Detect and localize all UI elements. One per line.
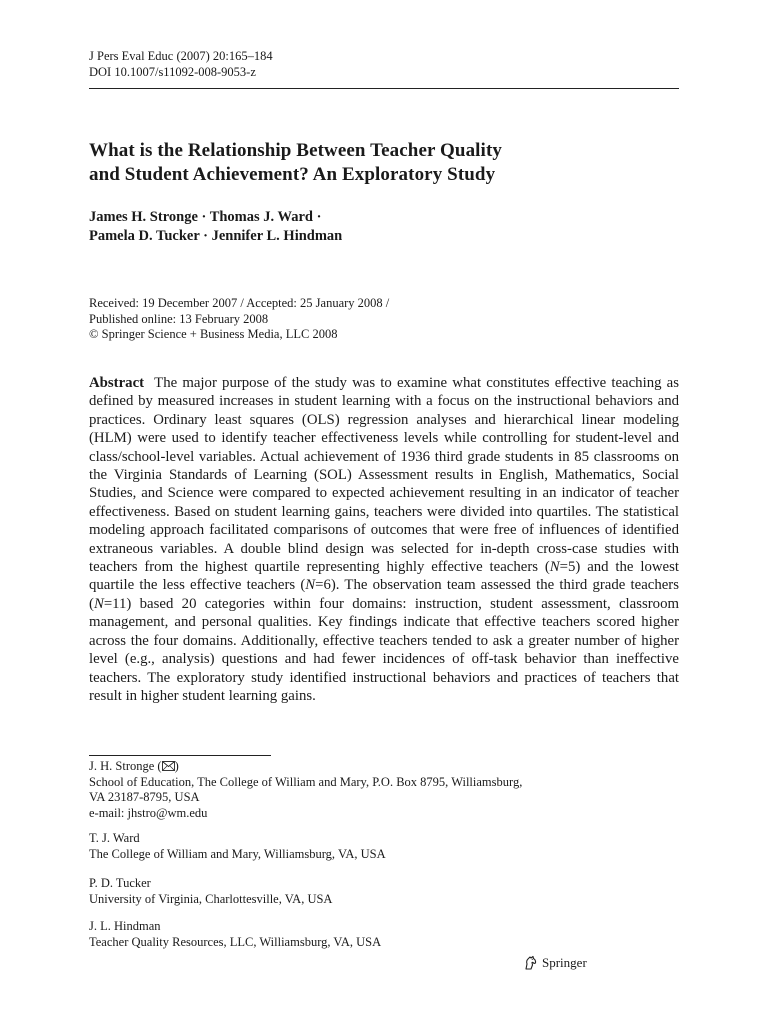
n-variable: N [549, 559, 560, 576]
abstract-text: =11) based 20 categories within four domains: instruction, student assessment, classroom management, and personal qualities. Key findings indicate that effective teachers scored higher across the four domains. Additionally, effective teachers tended to ask a greater number of higher level (e.g., analysis) questions and had fewer incidences of off-task behavior than ineffective teachers. The exploratory study identified instructional behaviors and practices of teachers that result in higher student learning gains. [89, 595, 679, 704]
n-variable: N [305, 577, 316, 594]
affiliation-tucker [89, 876, 332, 907]
journal-citation: J Pers Eval Educ (2007) 20:165–184 [89, 49, 273, 63]
abstract-text: =5) and the lowest quartile the less effective teachers ( [89, 559, 679, 594]
journal-header [89, 48, 273, 80]
received-accepted: Received: 19 December 2007 / Accepted: 25 January 2008 / [89, 296, 390, 310]
publication-dates [89, 296, 389, 343]
published-online: Published online: 13 February 2008 [89, 311, 269, 326]
affiliation-name: J. H. Stronge ( ) [89, 759, 179, 773]
affiliation-address: VA 23187-8795, USA [89, 790, 200, 805]
publisher-logo [523, 955, 587, 971]
affiliation-address: Teacher Quality Resources, LLC, Williamsburg, VA, USA [89, 934, 382, 949]
doi: DOI 10.1007/s11092-008-9053-z [89, 65, 256, 79]
affiliation-name: P. D. Tucker [89, 876, 151, 890]
envelope-icon [162, 761, 175, 771]
abstract-label: Abstract [89, 375, 145, 391]
affiliation-ward [89, 831, 386, 862]
title-line: and Student Achievement? An Exploratory Study [89, 164, 496, 185]
header-rule [89, 88, 679, 89]
springer-horse-icon [523, 955, 539, 971]
affiliation-address: The College of William and Mary, Williamsburg, VA, USA [89, 846, 386, 861]
affiliation-address: University of Virginia, Charlottesville, VA, USA [89, 891, 333, 906]
copyright: © Springer Science + Business Media, LLC 2008 [89, 327, 338, 341]
author-line: James H. Stronge · Thomas J. Ward · [89, 209, 322, 225]
affiliation-name: T. J. Ward [89, 831, 140, 845]
footnote-rule [89, 755, 271, 756]
affiliation-stronge [89, 759, 522, 821]
abstract-text: The major purpose of the study was to examine what constitutes effective teaching as defined by measured increases in student learning with a focus on the instructional behaviors and practices. Ordinary least squares (OLS) regression analyses and hierarchical linear modeling (HLM) were used to identify teacher effectiveness levels while controlling for student-level and class/school-level variables. Actual achievement of 1936 third grade students in 85 classrooms on the Virginia Standards of Learning (SOL) Assessment results in English, Mathematics, Social Studies, and Science were compared to expected achievement resulting in an indicator of teacher effectiveness. Based on student learning gains, teachers were divided into quartiles. The statistical modeling approach facilitated comparisons of outcomes that were free of influences of identified extraneous variables. A double blind design was selected for in-depth cross-case studies with teachers from the highest quartile representing highly effective teachers ( [89, 375, 679, 576]
n-variable: N [93, 595, 104, 612]
affiliation-hindman [89, 919, 381, 950]
affiliation-address: School of Education, The College of William and Mary, P.O. Box 8795, Williamsburg, [89, 774, 523, 789]
publisher-name: Springer [542, 955, 587, 970]
affiliation-name: J. L. Hindman [89, 919, 161, 933]
affiliation-email[interactable]: e-mail: jhstro@wm.edu [89, 805, 208, 820]
abstract-text: =6). The observation team assessed the third grade teachers ( [89, 577, 679, 612]
title-line: What is the Relationship Between Teacher Quality [89, 140, 502, 161]
author-list [89, 208, 342, 246]
author-line: Pamela D. Tucker · Jennifer L. Hindman [89, 228, 343, 244]
abstract [89, 374, 679, 705]
paper-title [89, 139, 502, 187]
